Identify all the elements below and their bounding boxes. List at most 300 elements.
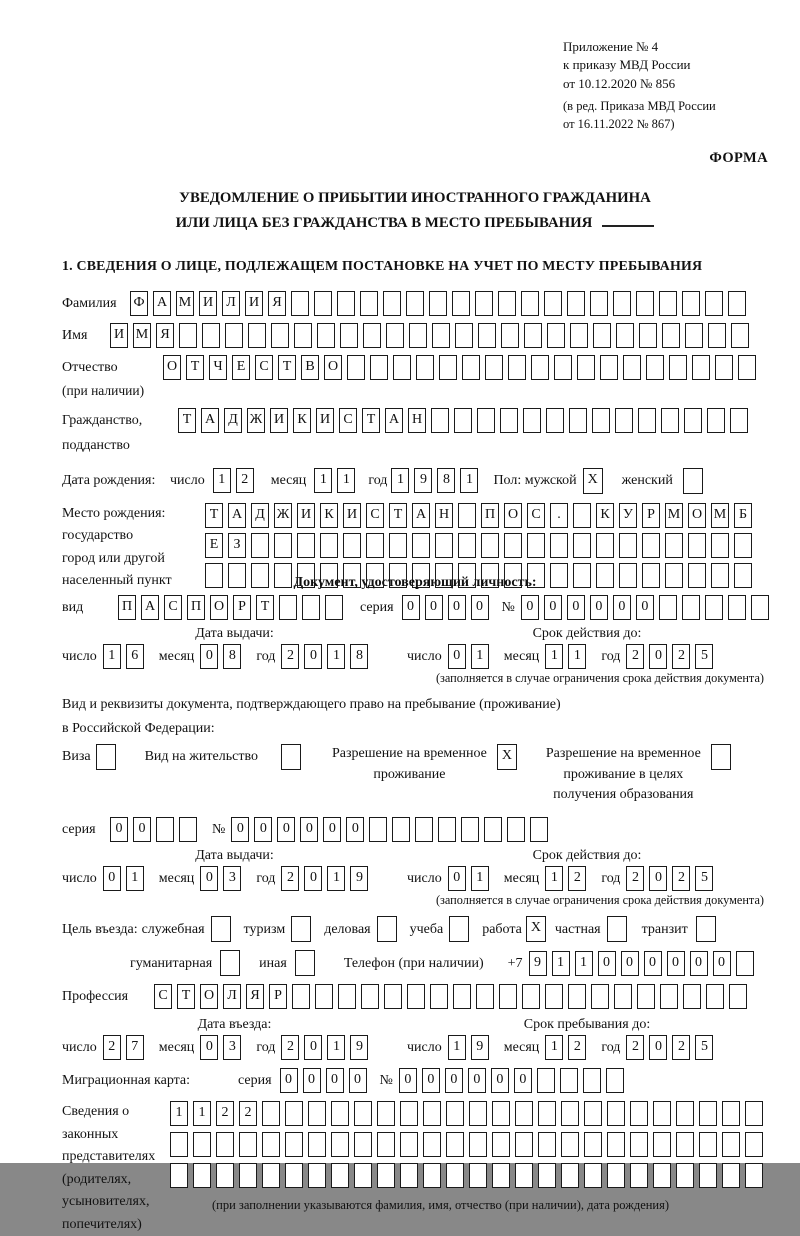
char-box[interactable] bbox=[354, 1132, 372, 1157]
char-box[interactable]: 2 bbox=[672, 644, 690, 669]
char-box[interactable] bbox=[554, 355, 572, 380]
char-box[interactable] bbox=[361, 984, 379, 1009]
char-box[interactable]: 2 bbox=[568, 866, 586, 891]
char-box[interactable] bbox=[446, 1101, 464, 1126]
char-box[interactable] bbox=[665, 563, 683, 588]
char-box[interactable] bbox=[745, 1163, 763, 1188]
char-box[interactable] bbox=[722, 1132, 740, 1157]
char-box[interactable]: Л bbox=[222, 291, 240, 316]
char-box[interactable] bbox=[469, 1132, 487, 1157]
char-box[interactable] bbox=[409, 323, 427, 348]
char-box[interactable]: 0 bbox=[649, 866, 667, 891]
char-box[interactable] bbox=[584, 1163, 602, 1188]
char-box[interactable]: И bbox=[110, 323, 128, 348]
char-box[interactable] bbox=[416, 355, 434, 380]
char-box[interactable] bbox=[262, 1132, 280, 1157]
char-box[interactable] bbox=[751, 595, 769, 620]
char-box[interactable]: 0 bbox=[636, 595, 654, 620]
char-box[interactable]: 1 bbox=[314, 468, 332, 493]
char-box[interactable]: 2 bbox=[672, 1035, 690, 1060]
char-box[interactable]: 1 bbox=[460, 468, 478, 493]
char-box[interactable]: X bbox=[497, 744, 517, 770]
char-box[interactable]: Ж bbox=[274, 503, 292, 528]
char-box[interactable]: 5 bbox=[695, 866, 713, 891]
char-box[interactable]: С bbox=[527, 503, 545, 528]
char-box[interactable] bbox=[455, 323, 473, 348]
char-box[interactable] bbox=[600, 355, 618, 380]
char-box[interactable]: 0 bbox=[471, 595, 489, 620]
char-box[interactable]: С bbox=[164, 595, 182, 620]
char-box[interactable]: Ч bbox=[209, 355, 227, 380]
char-box[interactable] bbox=[370, 355, 388, 380]
char-box[interactable] bbox=[738, 355, 756, 380]
char-box[interactable]: С bbox=[366, 503, 384, 528]
char-box[interactable] bbox=[271, 323, 289, 348]
char-box[interactable]: 1 bbox=[545, 644, 563, 669]
char-box[interactable]: Т bbox=[205, 503, 223, 528]
char-box[interactable] bbox=[550, 563, 568, 588]
char-box[interactable] bbox=[377, 916, 397, 942]
char-box[interactable] bbox=[596, 563, 614, 588]
char-box[interactable]: Е bbox=[205, 533, 223, 558]
char-box[interactable]: 0 bbox=[323, 817, 341, 842]
char-box[interactable] bbox=[561, 1101, 579, 1126]
char-box[interactable]: Е bbox=[232, 355, 250, 380]
char-box[interactable]: 0 bbox=[402, 595, 420, 620]
char-box[interactable]: 2 bbox=[236, 468, 254, 493]
char-box[interactable] bbox=[731, 323, 749, 348]
char-box[interactable] bbox=[745, 1101, 763, 1126]
char-box[interactable]: 0 bbox=[231, 817, 249, 842]
char-box[interactable]: 0 bbox=[448, 644, 466, 669]
char-box[interactable] bbox=[531, 355, 549, 380]
char-box[interactable] bbox=[297, 533, 315, 558]
char-box[interactable]: 2 bbox=[281, 644, 299, 669]
char-box[interactable] bbox=[596, 533, 614, 558]
char-box[interactable] bbox=[407, 984, 425, 1009]
char-box[interactable]: 1 bbox=[103, 644, 121, 669]
char-box[interactable] bbox=[274, 563, 292, 588]
char-box[interactable] bbox=[593, 323, 611, 348]
char-box[interactable] bbox=[684, 408, 702, 433]
char-box[interactable]: Т bbox=[362, 408, 380, 433]
char-box[interactable]: О bbox=[210, 595, 228, 620]
char-box[interactable] bbox=[573, 533, 591, 558]
char-box[interactable] bbox=[432, 323, 450, 348]
char-box[interactable] bbox=[521, 291, 539, 316]
char-box[interactable] bbox=[430, 984, 448, 1009]
char-box[interactable]: 0 bbox=[422, 1068, 440, 1093]
char-box[interactable]: И bbox=[297, 503, 315, 528]
char-box[interactable] bbox=[560, 1068, 578, 1093]
char-box[interactable] bbox=[314, 291, 332, 316]
char-box[interactable]: 1 bbox=[545, 1035, 563, 1060]
char-box[interactable] bbox=[415, 817, 433, 842]
char-box[interactable] bbox=[623, 355, 641, 380]
char-box[interactable] bbox=[688, 563, 706, 588]
char-box[interactable]: 2 bbox=[281, 1035, 299, 1060]
char-box[interactable]: . bbox=[550, 503, 568, 528]
char-box[interactable] bbox=[492, 1101, 510, 1126]
char-box[interactable]: 0 bbox=[110, 817, 128, 842]
char-box[interactable] bbox=[570, 323, 588, 348]
char-box[interactable] bbox=[216, 1163, 234, 1188]
char-box[interactable]: 2 bbox=[281, 866, 299, 891]
char-box[interactable]: 1 bbox=[448, 1035, 466, 1060]
char-box[interactable] bbox=[354, 1163, 372, 1188]
char-box[interactable] bbox=[461, 817, 479, 842]
char-box[interactable] bbox=[302, 595, 320, 620]
char-box[interactable] bbox=[377, 1163, 395, 1188]
char-box[interactable] bbox=[340, 323, 358, 348]
char-box[interactable]: 1 bbox=[170, 1101, 188, 1126]
char-box[interactable] bbox=[481, 533, 499, 558]
char-box[interactable] bbox=[285, 1101, 303, 1126]
char-box[interactable] bbox=[706, 984, 724, 1009]
char-box[interactable] bbox=[274, 533, 292, 558]
char-box[interactable] bbox=[485, 355, 503, 380]
char-box[interactable] bbox=[291, 291, 309, 316]
char-box[interactable] bbox=[637, 984, 655, 1009]
char-box[interactable]: 0 bbox=[521, 595, 539, 620]
char-box[interactable] bbox=[688, 533, 706, 558]
char-box[interactable]: М bbox=[176, 291, 194, 316]
char-box[interactable]: 0 bbox=[667, 951, 685, 976]
char-box[interactable]: 0 bbox=[346, 817, 364, 842]
char-box[interactable] bbox=[683, 984, 701, 1009]
char-box[interactable]: Д bbox=[224, 408, 242, 433]
char-box[interactable] bbox=[406, 291, 424, 316]
char-box[interactable] bbox=[642, 563, 660, 588]
char-box[interactable] bbox=[653, 1132, 671, 1157]
char-box[interactable]: 0 bbox=[304, 866, 322, 891]
char-box[interactable]: 0 bbox=[304, 644, 322, 669]
char-box[interactable] bbox=[659, 291, 677, 316]
char-box[interactable] bbox=[676, 1132, 694, 1157]
char-box[interactable] bbox=[619, 563, 637, 588]
char-box[interactable] bbox=[431, 408, 449, 433]
char-box[interactable] bbox=[734, 533, 752, 558]
char-box[interactable] bbox=[360, 291, 378, 316]
char-box[interactable] bbox=[446, 1163, 464, 1188]
char-box[interactable] bbox=[439, 355, 457, 380]
char-box[interactable]: В bbox=[301, 355, 319, 380]
char-box[interactable]: И bbox=[316, 408, 334, 433]
char-box[interactable]: 1 bbox=[327, 866, 345, 891]
char-box[interactable] bbox=[285, 1163, 303, 1188]
char-box[interactable]: М bbox=[665, 503, 683, 528]
char-box[interactable]: О bbox=[504, 503, 522, 528]
char-box[interactable] bbox=[295, 950, 315, 976]
char-box[interactable] bbox=[665, 533, 683, 558]
char-box[interactable]: 1 bbox=[471, 866, 489, 891]
char-box[interactable] bbox=[400, 1101, 418, 1126]
char-box[interactable] bbox=[279, 595, 297, 620]
char-box[interactable] bbox=[515, 1101, 533, 1126]
char-box[interactable] bbox=[615, 408, 633, 433]
char-box[interactable] bbox=[711, 744, 731, 770]
char-box[interactable] bbox=[475, 291, 493, 316]
char-box[interactable]: 3 bbox=[223, 866, 241, 891]
char-box[interactable] bbox=[220, 950, 240, 976]
char-box[interactable] bbox=[446, 1132, 464, 1157]
char-box[interactable] bbox=[507, 817, 525, 842]
char-box[interactable] bbox=[501, 323, 519, 348]
char-box[interactable]: 5 bbox=[695, 1035, 713, 1060]
char-box[interactable] bbox=[573, 563, 591, 588]
char-box[interactable] bbox=[477, 408, 495, 433]
char-box[interactable] bbox=[583, 1068, 601, 1093]
char-box[interactable]: 1 bbox=[327, 644, 345, 669]
char-box[interactable]: Р bbox=[269, 984, 287, 1009]
char-box[interactable] bbox=[722, 1101, 740, 1126]
char-box[interactable] bbox=[545, 984, 563, 1009]
char-box[interactable]: Л bbox=[223, 984, 241, 1009]
char-box[interactable]: 1 bbox=[327, 1035, 345, 1060]
char-box[interactable] bbox=[538, 1132, 556, 1157]
char-box[interactable] bbox=[291, 916, 311, 942]
char-box[interactable] bbox=[584, 1132, 602, 1157]
char-box[interactable] bbox=[676, 1163, 694, 1188]
char-box[interactable] bbox=[630, 1163, 648, 1188]
char-box[interactable] bbox=[392, 817, 410, 842]
char-box[interactable] bbox=[96, 744, 116, 770]
char-box[interactable] bbox=[170, 1163, 188, 1188]
char-box[interactable] bbox=[492, 1132, 510, 1157]
char-box[interactable] bbox=[544, 291, 562, 316]
char-box[interactable] bbox=[393, 355, 411, 380]
char-box[interactable]: З bbox=[228, 533, 246, 558]
char-box[interactable]: 7 bbox=[126, 1035, 144, 1060]
char-box[interactable]: И bbox=[343, 503, 361, 528]
char-box[interactable] bbox=[453, 984, 471, 1009]
char-box[interactable] bbox=[458, 503, 476, 528]
char-box[interactable] bbox=[484, 817, 502, 842]
char-box[interactable]: А bbox=[385, 408, 403, 433]
char-box[interactable] bbox=[630, 1101, 648, 1126]
char-box[interactable] bbox=[642, 533, 660, 558]
char-box[interactable]: И bbox=[270, 408, 288, 433]
char-box[interactable]: 0 bbox=[621, 951, 639, 976]
char-box[interactable]: И bbox=[245, 291, 263, 316]
char-box[interactable]: 0 bbox=[349, 1068, 367, 1093]
char-box[interactable] bbox=[537, 1068, 555, 1093]
char-box[interactable] bbox=[538, 1163, 556, 1188]
char-box[interactable] bbox=[363, 323, 381, 348]
char-box[interactable]: 0 bbox=[300, 817, 318, 842]
char-box[interactable]: 0 bbox=[425, 595, 443, 620]
char-box[interactable] bbox=[607, 1101, 625, 1126]
char-box[interactable] bbox=[639, 323, 657, 348]
char-box[interactable]: 2 bbox=[626, 866, 644, 891]
char-box[interactable]: 0 bbox=[544, 595, 562, 620]
char-box[interactable]: 9 bbox=[350, 1035, 368, 1060]
char-box[interactable] bbox=[711, 533, 729, 558]
char-box[interactable] bbox=[538, 1101, 556, 1126]
char-box[interactable]: 9 bbox=[414, 468, 432, 493]
char-box[interactable] bbox=[412, 533, 430, 558]
char-box[interactable]: X bbox=[583, 468, 603, 494]
char-box[interactable] bbox=[239, 1132, 257, 1157]
char-box[interactable]: 0 bbox=[598, 951, 616, 976]
char-box[interactable] bbox=[715, 355, 733, 380]
char-box[interactable] bbox=[469, 1163, 487, 1188]
char-box[interactable] bbox=[308, 1132, 326, 1157]
char-box[interactable] bbox=[331, 1163, 349, 1188]
char-box[interactable] bbox=[527, 533, 545, 558]
char-box[interactable]: 0 bbox=[567, 595, 585, 620]
char-box[interactable] bbox=[179, 323, 197, 348]
char-box[interactable]: Т bbox=[186, 355, 204, 380]
char-box[interactable] bbox=[708, 323, 726, 348]
char-box[interactable]: И bbox=[199, 291, 217, 316]
char-box[interactable] bbox=[251, 533, 269, 558]
char-box[interactable]: С bbox=[339, 408, 357, 433]
char-box[interactable] bbox=[573, 503, 591, 528]
char-box[interactable]: 0 bbox=[200, 644, 218, 669]
char-box[interactable]: 0 bbox=[690, 951, 708, 976]
char-box[interactable] bbox=[515, 1132, 533, 1157]
char-box[interactable]: 1 bbox=[545, 866, 563, 891]
char-box[interactable] bbox=[492, 1163, 510, 1188]
char-box[interactable] bbox=[524, 323, 542, 348]
char-box[interactable] bbox=[722, 1163, 740, 1188]
char-box[interactable]: Я bbox=[246, 984, 264, 1009]
char-box[interactable] bbox=[156, 817, 174, 842]
char-box[interactable]: А bbox=[228, 503, 246, 528]
char-box[interactable]: 0 bbox=[649, 644, 667, 669]
char-box[interactable] bbox=[354, 1101, 372, 1126]
char-box[interactable] bbox=[228, 563, 246, 588]
char-box[interactable]: 8 bbox=[350, 644, 368, 669]
char-box[interactable] bbox=[193, 1163, 211, 1188]
char-box[interactable] bbox=[567, 291, 585, 316]
char-box[interactable]: 0 bbox=[200, 866, 218, 891]
char-box[interactable] bbox=[568, 984, 586, 1009]
char-box[interactable] bbox=[202, 323, 220, 348]
char-box[interactable]: Т bbox=[278, 355, 296, 380]
char-box[interactable] bbox=[696, 916, 716, 942]
char-box[interactable]: 0 bbox=[713, 951, 731, 976]
char-box[interactable] bbox=[692, 355, 710, 380]
char-box[interactable] bbox=[435, 533, 453, 558]
char-box[interactable] bbox=[614, 984, 632, 1009]
char-box[interactable] bbox=[660, 984, 678, 1009]
char-box[interactable] bbox=[347, 355, 365, 380]
char-box[interactable] bbox=[423, 1101, 441, 1126]
char-box[interactable] bbox=[369, 817, 387, 842]
char-box[interactable]: 2 bbox=[672, 866, 690, 891]
char-box[interactable]: 5 bbox=[695, 644, 713, 669]
char-box[interactable] bbox=[734, 563, 752, 588]
char-box[interactable] bbox=[325, 595, 343, 620]
char-box[interactable] bbox=[383, 291, 401, 316]
char-box[interactable]: К bbox=[293, 408, 311, 433]
char-box[interactable] bbox=[630, 1132, 648, 1157]
char-box[interactable] bbox=[478, 323, 496, 348]
char-box[interactable] bbox=[211, 916, 231, 942]
char-box[interactable]: Д bbox=[251, 503, 269, 528]
char-box[interactable] bbox=[338, 984, 356, 1009]
char-box[interactable]: А bbox=[153, 291, 171, 316]
char-box[interactable]: 0 bbox=[303, 1068, 321, 1093]
char-box[interactable]: Ж bbox=[247, 408, 265, 433]
char-box[interactable] bbox=[308, 1101, 326, 1126]
char-box[interactable]: А bbox=[412, 503, 430, 528]
char-box[interactable] bbox=[547, 323, 565, 348]
char-box[interactable] bbox=[711, 563, 729, 588]
char-box[interactable]: С bbox=[154, 984, 172, 1009]
char-box[interactable]: 2 bbox=[239, 1101, 257, 1126]
char-box[interactable] bbox=[676, 1101, 694, 1126]
char-box[interactable] bbox=[251, 563, 269, 588]
char-box[interactable] bbox=[606, 1068, 624, 1093]
char-box[interactable]: 8 bbox=[223, 644, 241, 669]
char-box[interactable] bbox=[613, 291, 631, 316]
char-box[interactable] bbox=[343, 533, 361, 558]
char-box[interactable]: 3 bbox=[223, 1035, 241, 1060]
char-box[interactable] bbox=[476, 984, 494, 1009]
char-box[interactable] bbox=[636, 291, 654, 316]
char-box[interactable]: О bbox=[324, 355, 342, 380]
char-box[interactable] bbox=[607, 1132, 625, 1157]
char-box[interactable] bbox=[591, 984, 609, 1009]
char-box[interactable]: Т bbox=[389, 503, 407, 528]
char-box[interactable]: 0 bbox=[613, 595, 631, 620]
char-box[interactable] bbox=[423, 1132, 441, 1157]
char-box[interactable]: К bbox=[596, 503, 614, 528]
char-box[interactable]: Н bbox=[408, 408, 426, 433]
char-box[interactable] bbox=[384, 984, 402, 1009]
char-box[interactable]: П bbox=[118, 595, 136, 620]
char-box[interactable] bbox=[685, 323, 703, 348]
char-box[interactable] bbox=[669, 355, 687, 380]
char-box[interactable] bbox=[569, 408, 587, 433]
char-box[interactable]: М bbox=[133, 323, 151, 348]
char-box[interactable]: 1 bbox=[575, 951, 593, 976]
char-box[interactable]: 0 bbox=[254, 817, 272, 842]
char-box[interactable] bbox=[619, 533, 637, 558]
char-box[interactable] bbox=[682, 595, 700, 620]
char-box[interactable]: 0 bbox=[103, 866, 121, 891]
char-box[interactable]: О bbox=[688, 503, 706, 528]
char-box[interactable]: 1 bbox=[213, 468, 231, 493]
char-box[interactable] bbox=[281, 744, 301, 770]
char-box[interactable] bbox=[285, 1132, 303, 1157]
char-box[interactable]: 0 bbox=[200, 1035, 218, 1060]
char-box[interactable]: 0 bbox=[468, 1068, 486, 1093]
char-box[interactable] bbox=[705, 595, 723, 620]
char-box[interactable]: 0 bbox=[277, 817, 295, 842]
char-box[interactable] bbox=[449, 916, 469, 942]
char-box[interactable]: Я bbox=[268, 291, 286, 316]
char-box[interactable] bbox=[523, 408, 541, 433]
char-box[interactable]: 1 bbox=[193, 1101, 211, 1126]
char-box[interactable] bbox=[320, 533, 338, 558]
char-box[interactable]: Н bbox=[435, 503, 453, 528]
char-box[interactable]: 9 bbox=[350, 866, 368, 891]
char-box[interactable]: 0 bbox=[514, 1068, 532, 1093]
char-box[interactable] bbox=[699, 1132, 717, 1157]
char-box[interactable] bbox=[400, 1163, 418, 1188]
char-box[interactable]: 1 bbox=[337, 468, 355, 493]
char-box[interactable]: Я bbox=[156, 323, 174, 348]
char-box[interactable] bbox=[429, 291, 447, 316]
char-box[interactable] bbox=[469, 1101, 487, 1126]
char-box[interactable]: 0 bbox=[590, 595, 608, 620]
char-box[interactable] bbox=[561, 1132, 579, 1157]
char-box[interactable] bbox=[653, 1163, 671, 1188]
